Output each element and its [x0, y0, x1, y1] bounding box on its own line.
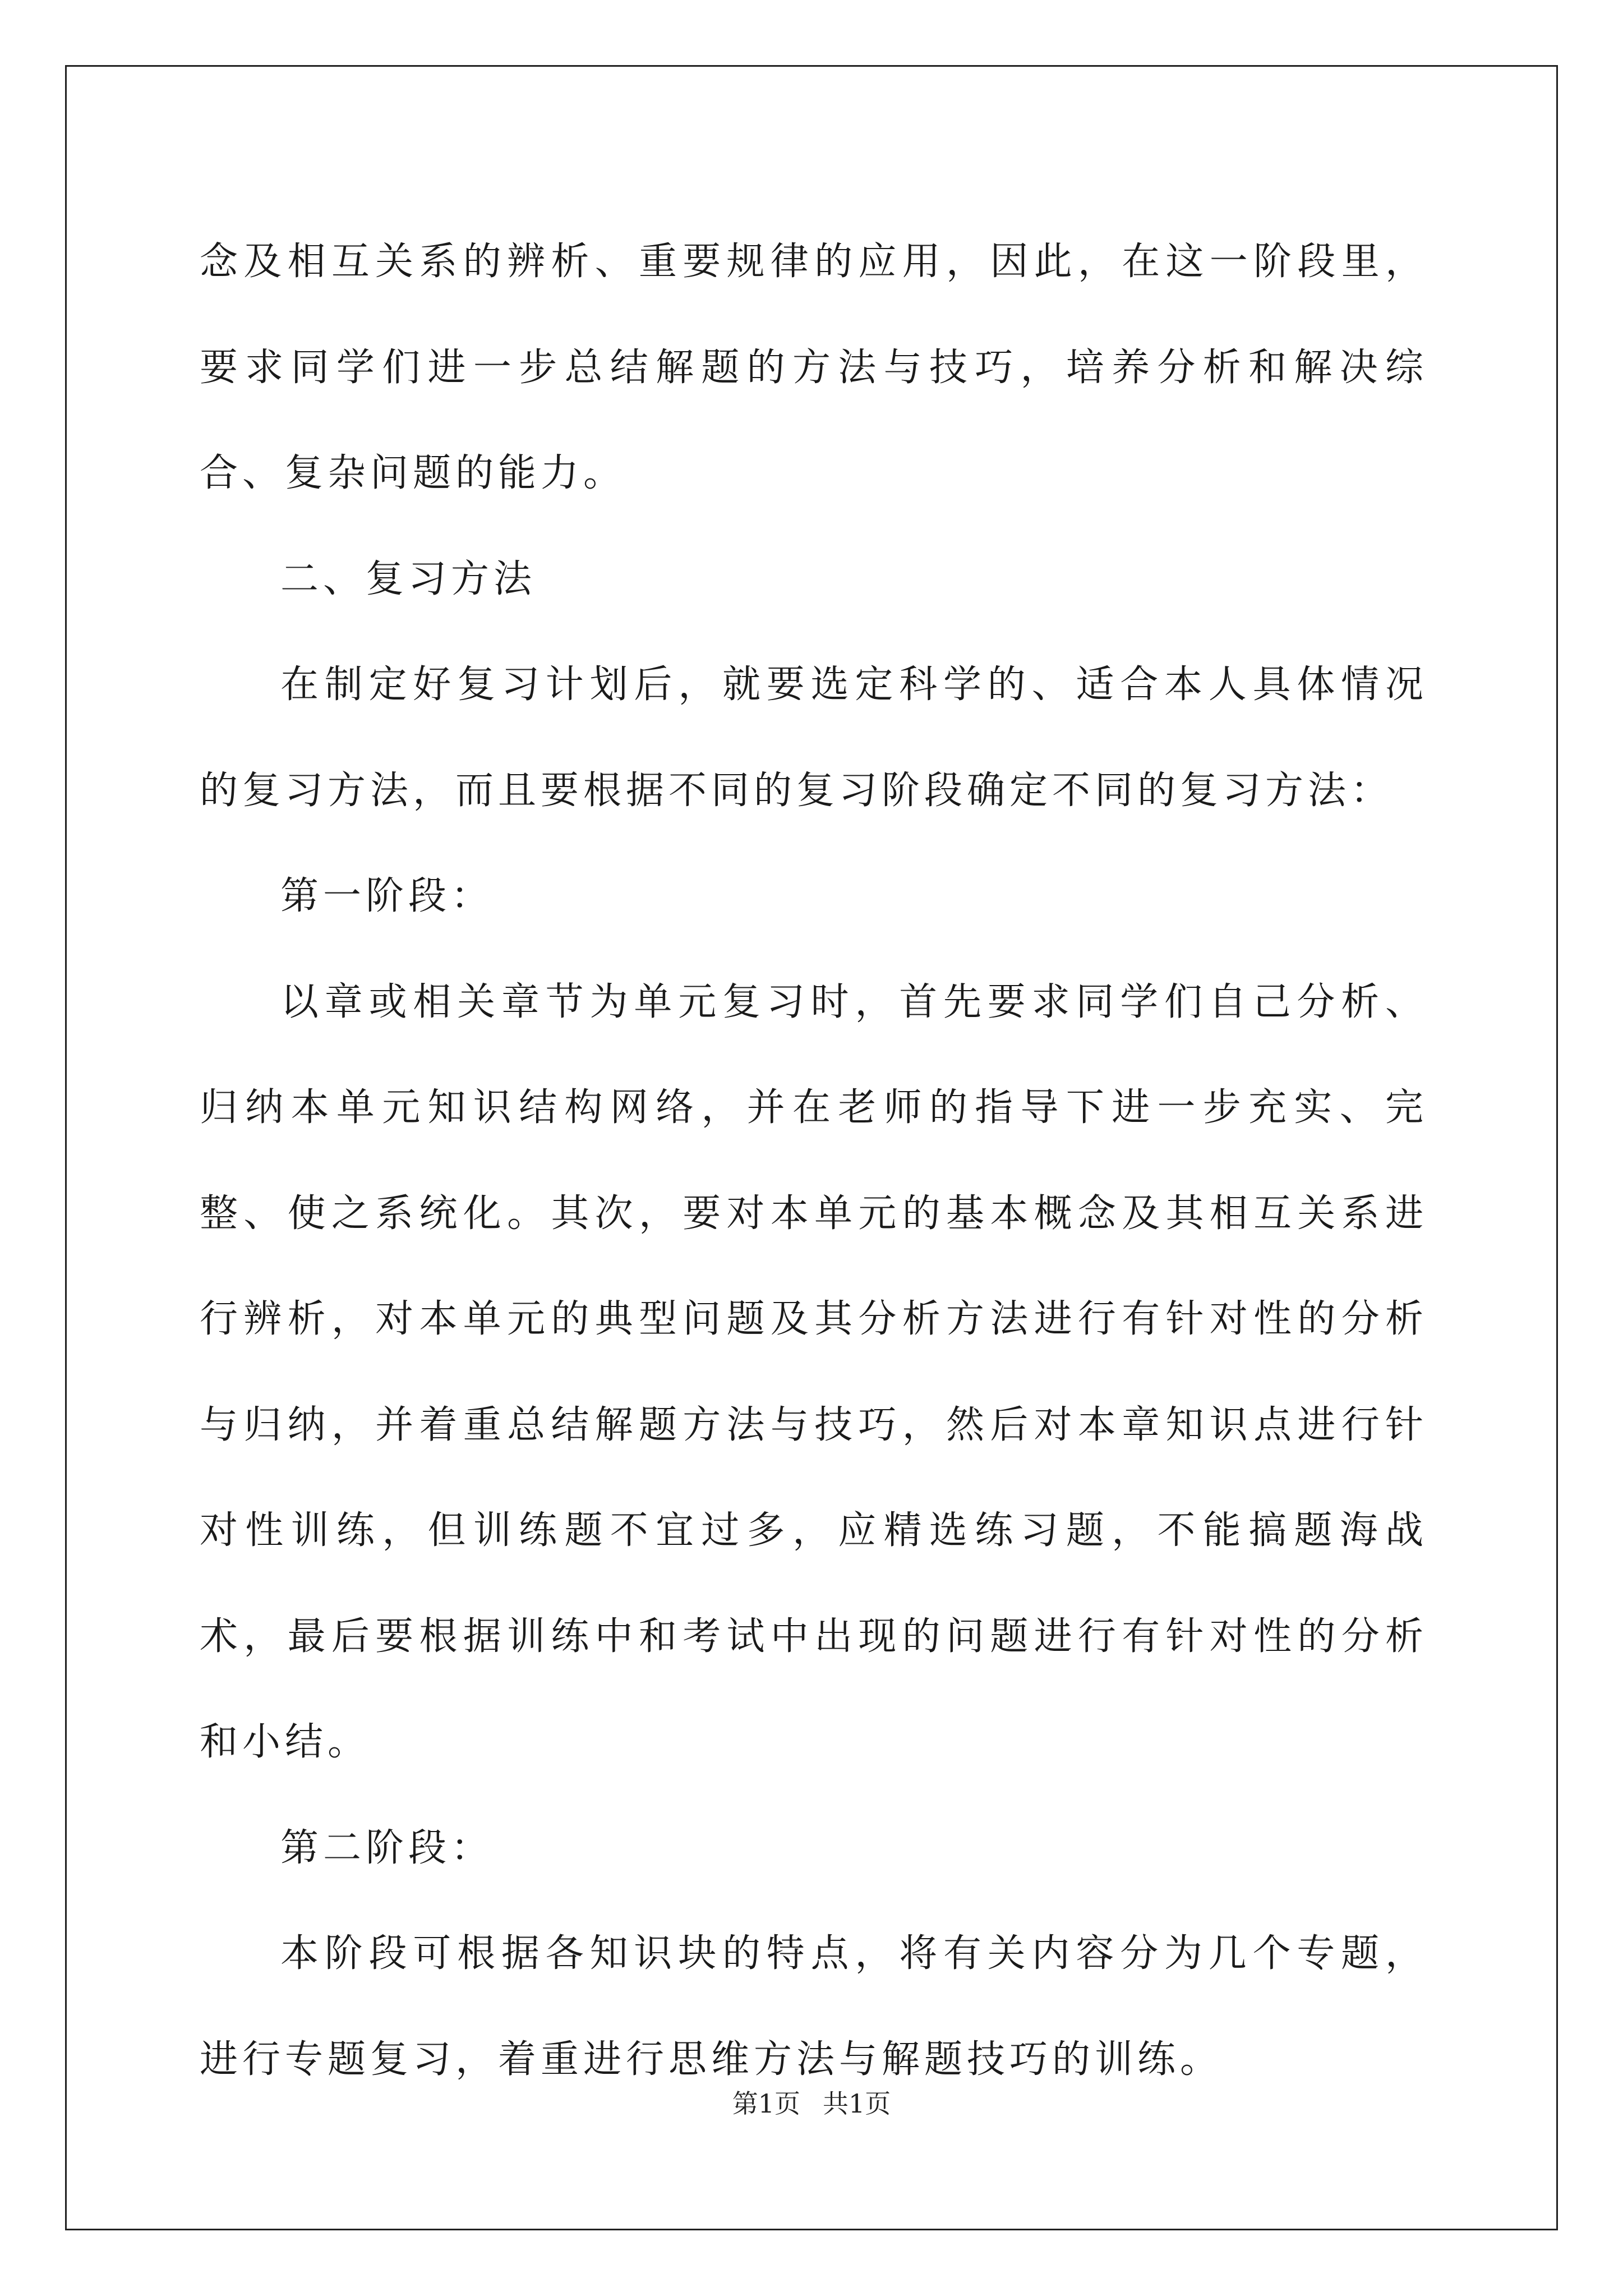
paragraph-stage-2: 本阶段可根据各知识块的特点，将有关内容分为几个专题，进行专题复习，着重进行思维方法与解题技巧的训练。: [200, 1931, 1428, 2082]
document-body: [200, 209, 1428, 2113]
page-number: 第1页: [732, 2088, 800, 2119]
section-heading-review-method: 二、复习方法: [280, 556, 537, 601]
paragraph-continuation: 念及相互关系的辨析、重要规律的应用，因此，在这一阶段里，要求同学们进一步总结解题的方法与技巧，培养分析和解决综合、复杂问题的能力。: [200, 240, 1428, 495]
stage-heading-1: 第一阶段：: [280, 874, 494, 918]
paragraph-review-method-intro: 在制定好复习计划后，就要选定科学的、适合本人具体情况的复习方法，而且要根据不同的复习阶段确定不同的复习方法：: [200, 662, 1428, 813]
paragraph-stage-1: 以章或相关章节为单元复习时，首先要求同学们自己分析、归纳本单元知识结构网络，并在老师的指导下进一步充实、完整、使之系统化。其次，要对本单元的基本概念及其相互关系进行辨析，对本单元的典型问题及其分析方法进行有针对性的分析与归纳，并着重总结解题方法与技巧，然后对本章知识点进行针对性训练，但训练题不宜过多，应精选练习题，不能搞题海战术，最后要根据训练中和考试中出现的问题进行有针对性的分析和小结。: [200, 979, 1428, 1764]
page-total: 共1页: [823, 2088, 891, 2119]
page-footer: [0, 2087, 1623, 2120]
stage-heading-2: 第二阶段：: [280, 1825, 494, 1870]
